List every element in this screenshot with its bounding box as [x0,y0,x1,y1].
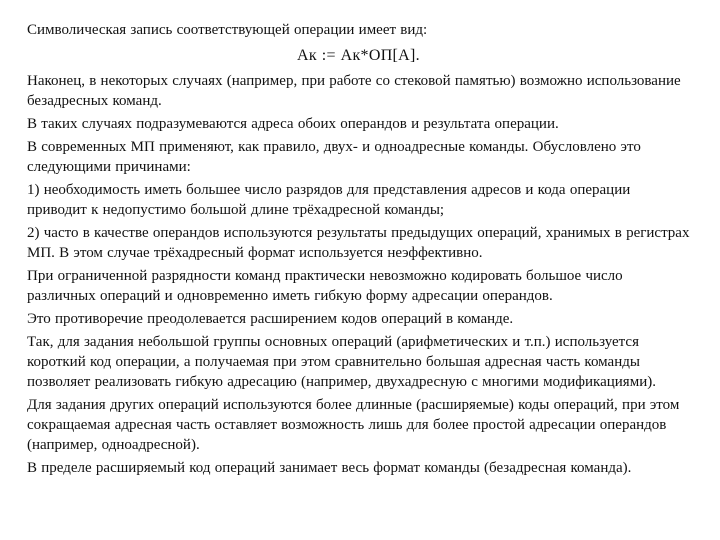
intro-line: Символическая запись соответствующей операции имеет вид: [27,22,428,38]
formula: Ак := Ак*ОП[А]. [297,47,420,64]
paragraph-limit: В пределе расширяемый код операций занимает весь формат команды (безадресная команда). [27,460,632,476]
paragraph-addressless: Наконец, в некоторых случаях (например, при работе со стековой памятью) возможно использование безадресных команд. [27,73,681,109]
paragraph-modern-mp: В современных МП применяют, как правило, двух- и одноадресные команды. Обусловлено это следующими причинами: [27,139,641,175]
paragraph-short-opcode: Так, для задания небольшой группы основных операций (арифметических и т.п.) используется короткий код операции, а получаемая при этом сравнительно большая адресная часть команды позволяет реализовать гибкую адресацию (например, двухадресную с многими модификациями). [27,334,656,390]
paragraph-contradiction: Это противоречие преодолевается расширением кодов операций в команде. [27,311,514,327]
reason-1: 1) необходимость иметь большее число разрядов для представления адресов и кода операции приводит к недопустимо большой длине трёхадресной команды; [27,182,631,218]
paragraph-limited-width: При ограниченной разрядности команд практически невозможно кодировать большое число различных операций и одновременно иметь гибкую форму адресации операндов. [27,268,623,304]
reason-2: 2) часто в качестве операндов используются результаты предыдущих операций, хранимых в регистрах МП. В этом случае трёхадресный формат используется неэффективно. [27,225,690,261]
paragraph-implied-addresses: В таких случаях подразумеваются адреса обоих операндов и результата операции. [27,116,559,132]
paragraph-long-opcode: Для задания других операций используются более длинные (расширяемые) коды операций, при этом сокращаемая адресная часть оставляет возможность лишь для более простой адресации операндов (например, одноадресной). [27,397,680,453]
